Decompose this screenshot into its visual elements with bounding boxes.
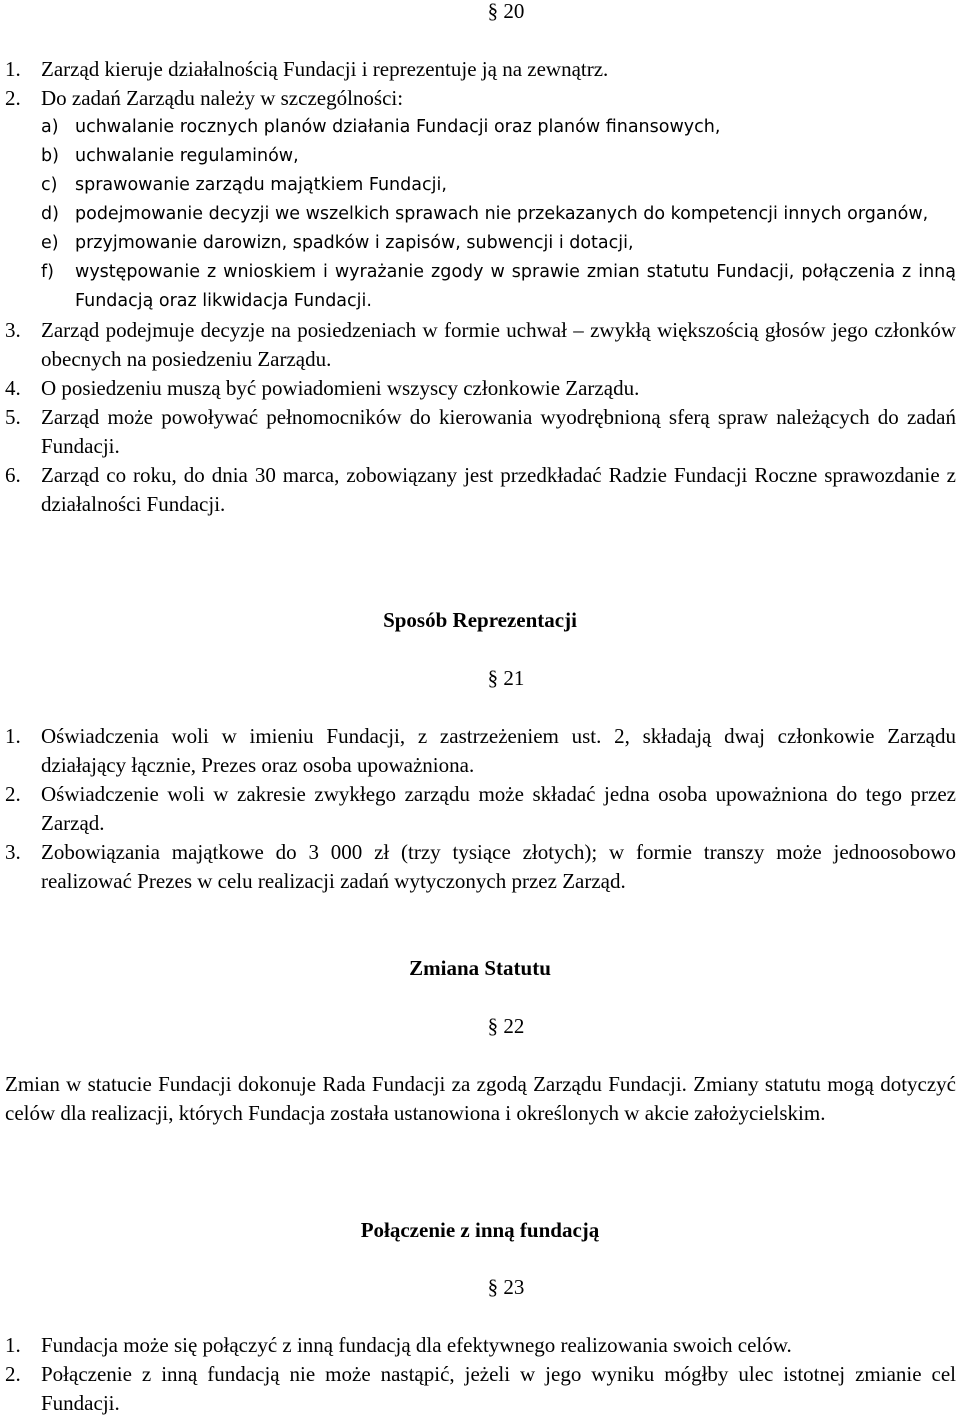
item-number: 2. <box>5 1362 21 1386</box>
item-text: Zarząd co roku, do dnia 30 marca, zobowiązany jest przedkładać Radzie Fundacji Roczne sprawozdanie z działalności Fundacji. <box>41 463 956 516</box>
sub-list-item <box>41 113 956 142</box>
list-item <box>5 461 956 519</box>
item-number: 6. <box>5 463 21 487</box>
item-number: 5. <box>5 405 21 429</box>
item-number: 1. <box>5 57 21 81</box>
list-item <box>5 403 956 461</box>
sub-list-item <box>41 200 956 229</box>
item-number: 4. <box>5 376 21 400</box>
list-item <box>5 1360 956 1418</box>
list-item <box>5 316 956 374</box>
item-text: Fundacja może się połączyć z inną fundacją dla efektywnego realizowania swoich celów. <box>41 1333 792 1357</box>
section-20-body <box>5 55 956 519</box>
sub-item-letter: a) <box>41 117 59 137</box>
item-number: 1. <box>5 1333 21 1357</box>
sub-list-item <box>41 229 956 258</box>
item-number: 2. <box>5 782 21 806</box>
list-item <box>5 374 956 403</box>
item-text: Połączenie z inną fundacją nie może nastąpić, jeżeli w jego wyniku mógłby ulec istotnej zmianie cel Fundacji. <box>41 1362 956 1415</box>
item-number: 2. <box>5 86 21 110</box>
sub-list-item <box>41 142 956 171</box>
sub-item-text: uchwalanie regulaminów, <box>75 146 299 166</box>
paragraph-sign-21: § 21 <box>487 666 525 690</box>
sub-item-letter: f) <box>41 262 54 282</box>
sub-item-text: występowanie z wnioskiem i wyrażanie zgody w sprawie zmian statutu Fundacji, połączenia z inną Fundacją oraz likwidacja Fundacji. <box>75 262 956 311</box>
list-item <box>5 838 956 896</box>
sub-item-letter: b) <box>41 146 59 166</box>
item-text: Zarząd kieruje działalnością Fundacji i reprezentuje ją na zewnątrz. <box>41 57 609 81</box>
sub-list-item <box>41 171 956 200</box>
sub-item-text: przyjmowanie darowizn, spadków i zapisów, subwencji i dotacji, <box>75 233 634 253</box>
list-item <box>5 55 956 84</box>
sub-item-text: uchwalanie rocznych planów działania Fundacji oraz planów finansowych, <box>75 117 721 137</box>
item-number: 3. <box>5 840 21 864</box>
paragraph-sign-20: § 20 <box>487 0 525 23</box>
item-number: 1. <box>5 724 21 748</box>
paragraph-sign-22: § 22 <box>487 1014 525 1038</box>
section-heading-representation: Sposób Reprezentacji <box>383 608 577 632</box>
item-text: O posiedzeniu muszą być powiadomieni wszyscy członkowie Zarządu. <box>41 376 640 400</box>
item-text: Zarząd może powoływać pełnomocników do kierowania wyodrębnioną sferą spraw należących do zadań Fundacji. <box>41 405 956 458</box>
section-21-body <box>5 722 956 896</box>
item-text: Zarząd podejmuje decyzje na posiedzeniach w formie uchwał – zwykłą większością głosów jego członków obecnych na posiedzeniu Zarządu. <box>41 318 956 371</box>
sub-item-text: podejmowanie decyzji we wszelkich sprawach nie przekazanych do kompetencji innych organów, <box>75 204 929 224</box>
list-item <box>5 780 956 838</box>
section-23-body <box>5 1331 956 1418</box>
sub-item-letter: d) <box>41 204 59 224</box>
sub-item-letter: e) <box>41 233 59 253</box>
item-text: Zobowiązania majątkowe do 3 000 zł (trzy tysiące złotych); w formie transzy może jednoosobowo realizować Prezes w celu realizacji zadań wytyczonych przez Zarząd. <box>41 840 956 893</box>
section-heading-statute-change: Zmiana Statutu <box>409 956 551 980</box>
item-text: Oświadczenia woli w imieniu Fundacji, z zastrzeżeniem ust. 2, składają dwaj członkowie Zarządu działający łącznie, Prezes oraz osoba upoważniona. <box>41 724 956 777</box>
sub-item-letter: c) <box>41 175 58 195</box>
section-heading-merger: Połączenie z inną fundacją <box>360 1218 600 1242</box>
list-item <box>5 1331 956 1360</box>
sub-item-text: sprawowanie zarządu majątkiem Fundacji, <box>75 175 447 195</box>
item-number: 3. <box>5 318 21 342</box>
item-text: Oświadczenie woli w zakresie zwykłego zarządu może składać jedna osoba upoważniona do tego przez Zarząd. <box>41 782 956 835</box>
item-text: Do zadań Zarządu należy w szczególności: <box>41 86 404 110</box>
sub-list-item <box>41 258 956 316</box>
paragraph-sign-23: § 23 <box>487 1275 525 1299</box>
list-item <box>5 84 956 113</box>
section-22-text: Zmian w statucie Fundacji dokonuje Rada Fundacji za zgodą Zarządu Fundacji. Zmiany statutu mogą dotyczyć celów dla realizacji, których Fundacja została ustanowiona i określonych w akcie założycielskim. <box>5 1072 956 1125</box>
list-item <box>5 722 956 780</box>
